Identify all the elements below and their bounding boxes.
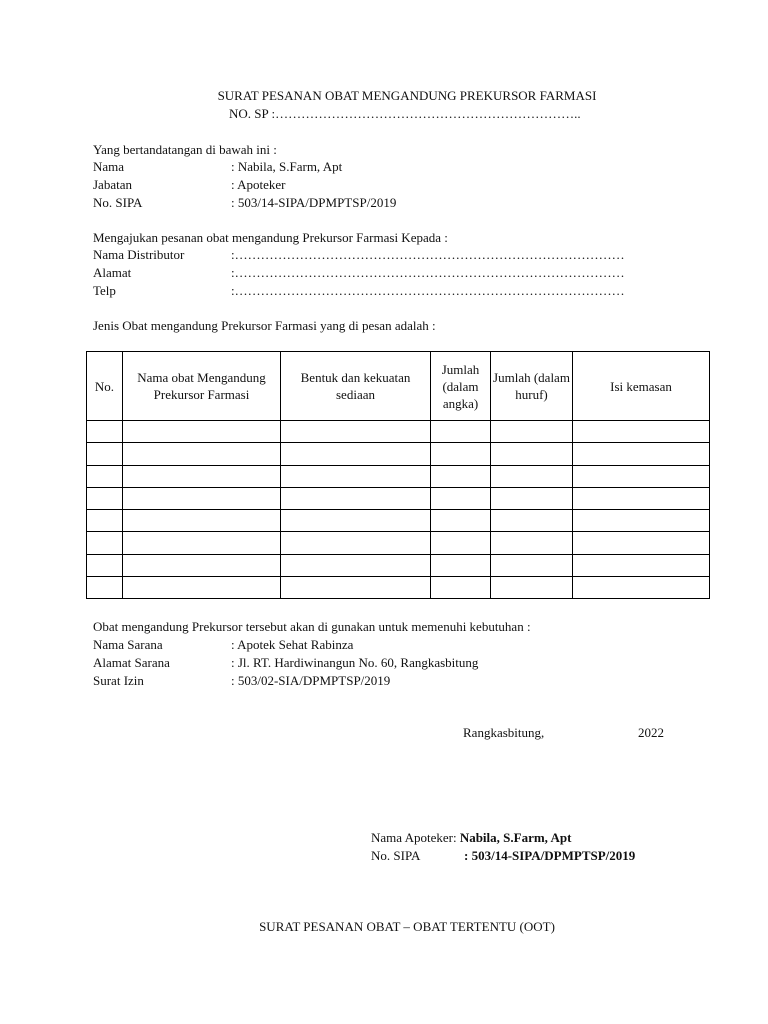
- table-cell: [491, 577, 573, 599]
- field-value: : 503/14-SIPA/DPMPTSP/2019: [464, 848, 636, 863]
- table-cell: [87, 487, 123, 509]
- field-label: Nama Distributor: [93, 247, 185, 262]
- table-cell: [87, 532, 123, 554]
- table-cell: [431, 465, 491, 487]
- table-cell: [123, 443, 281, 465]
- table-cell: [87, 554, 123, 576]
- field-value: : Apoteker: [231, 177, 286, 192]
- field-label: No. SIPA: [93, 195, 143, 210]
- table-cell: [431, 487, 491, 509]
- table-cell: [281, 465, 431, 487]
- table-cell: [573, 510, 710, 532]
- table-cell: [281, 554, 431, 576]
- facility-name-row: [93, 636, 353, 654]
- field-label: Alamat: [93, 265, 132, 280]
- field-value: : Nabila, S.Farm, Apt: [231, 159, 343, 174]
- order-table: [86, 351, 710, 599]
- field-label: Jabatan: [93, 177, 132, 192]
- table-cell: [431, 510, 491, 532]
- table-cell: [123, 421, 281, 443]
- table-cell: [491, 465, 573, 487]
- distributor-intro: Mengajukan pesanan obat mengandung Prekursor Farmasi Kepada :: [93, 230, 448, 245]
- header-form-strength: Bentuk dan kekuatan sediaan: [281, 352, 431, 421]
- table-cell: [431, 577, 491, 599]
- header-qty-number: Jumlah (dalam angka): [431, 352, 491, 421]
- table-cell: [573, 532, 710, 554]
- field-value: : 503/14-SIPA/DPMPTSP/2019: [231, 195, 397, 210]
- field-value: : 503/02-SIA/DPMPTSP/2019: [231, 673, 391, 688]
- pharmacist-sipa-row: [371, 847, 635, 865]
- header-qty-words: Jumlah (dalam huruf): [491, 352, 573, 421]
- signer-position-row: [93, 176, 286, 194]
- field-value: Nabila, S.Farm, Apt: [459, 830, 572, 845]
- field-label: Surat Izin: [93, 673, 144, 688]
- table-cell: [573, 554, 710, 576]
- table-cell: [87, 510, 123, 532]
- table-cell: [123, 554, 281, 576]
- table-header-row: [87, 352, 710, 421]
- table-cell: [123, 532, 281, 554]
- field-label: Nama Sarana: [93, 637, 163, 652]
- table-cell: [491, 532, 573, 554]
- table-cell: [431, 443, 491, 465]
- table-row: [87, 577, 710, 599]
- field-value: :………………………………………………………………………………: [231, 247, 625, 262]
- table-cell: [491, 487, 573, 509]
- table-cell: [123, 577, 281, 599]
- footer-title: SURAT PESANAN OBAT – OBAT TERTENTU (OOT): [259, 919, 555, 934]
- table-cell: [431, 532, 491, 554]
- table-cell: [573, 421, 710, 443]
- field-value: : Apotek Sehat Rabinza: [231, 637, 354, 652]
- table-row: [87, 443, 710, 465]
- table-row: [87, 510, 710, 532]
- distributor-name-row: [93, 246, 625, 264]
- table-cell: [491, 443, 573, 465]
- distributor-address-row: [93, 264, 625, 282]
- place-text: Rangkasbitung,: [463, 725, 545, 740]
- header-no: No.: [87, 352, 123, 421]
- header-package: Isi kemasan: [573, 352, 710, 421]
- purpose-intro: Obat mengandung Prekursor tersebut akan di gunakan untuk memenuhi kebutuhan :: [93, 619, 531, 634]
- field-value: :………………………………………………………………………………: [231, 265, 625, 280]
- table-cell: [573, 465, 710, 487]
- table-cell: [87, 577, 123, 599]
- signer-sipa-row: [93, 194, 396, 212]
- year-text: 2022: [638, 725, 664, 740]
- table-cell: [123, 487, 281, 509]
- table-cell: [281, 532, 431, 554]
- table-cell: [281, 510, 431, 532]
- table-cell: [87, 443, 123, 465]
- field-label: Alamat Sarana: [93, 655, 170, 670]
- field-label: Telp: [93, 283, 116, 298]
- license-row: [93, 672, 390, 690]
- signer-name-row: [93, 158, 342, 176]
- table-cell: [431, 554, 491, 576]
- field-label: No. SIPA: [371, 848, 421, 863]
- header-drug-name: Nama obat Mengandung Prekursor Farmasi: [123, 352, 281, 421]
- pharmacist-name-row: [371, 829, 571, 847]
- table-row: [87, 487, 710, 509]
- table-cell: [87, 465, 123, 487]
- table-row: [87, 554, 710, 576]
- table-cell: [491, 510, 573, 532]
- items-intro: Jenis Obat mengandung Prekursor Farmasi yang di pesan adalah :: [93, 318, 436, 333]
- table-cell: [281, 487, 431, 509]
- table-cell: [281, 443, 431, 465]
- table-cell: [281, 577, 431, 599]
- table-cell: [87, 421, 123, 443]
- field-label: Nama: [93, 159, 125, 174]
- table-cell: [491, 421, 573, 443]
- table-row: [87, 532, 710, 554]
- signer-intro: Yang bertandatangan di bawah ini :: [93, 142, 277, 157]
- document-title: SURAT PESANAN OBAT MENGANDUNG PREKURSOR FARMASI: [217, 88, 597, 103]
- table-cell: [573, 577, 710, 599]
- table-cell: [123, 510, 281, 532]
- table-row: [87, 421, 710, 443]
- table-cell: [281, 421, 431, 443]
- table-cell: [491, 554, 573, 576]
- table-cell: [123, 465, 281, 487]
- table-row: [87, 465, 710, 487]
- field-value: :………………………………………………………………………………: [231, 283, 625, 298]
- field-value: : Jl. RT. Hardiwinangun No. 60, Rangkasbitung: [231, 655, 479, 670]
- distributor-phone-row: [93, 282, 625, 300]
- field-label: Nama Apoteker:: [371, 830, 457, 845]
- table-cell: [431, 421, 491, 443]
- table-cell: [573, 487, 710, 509]
- facility-address-row: [93, 654, 478, 672]
- no-sp-line: NO. SP :……………………………………………………………..: [229, 106, 581, 121]
- table-body: [87, 421, 710, 599]
- table-cell: [573, 443, 710, 465]
